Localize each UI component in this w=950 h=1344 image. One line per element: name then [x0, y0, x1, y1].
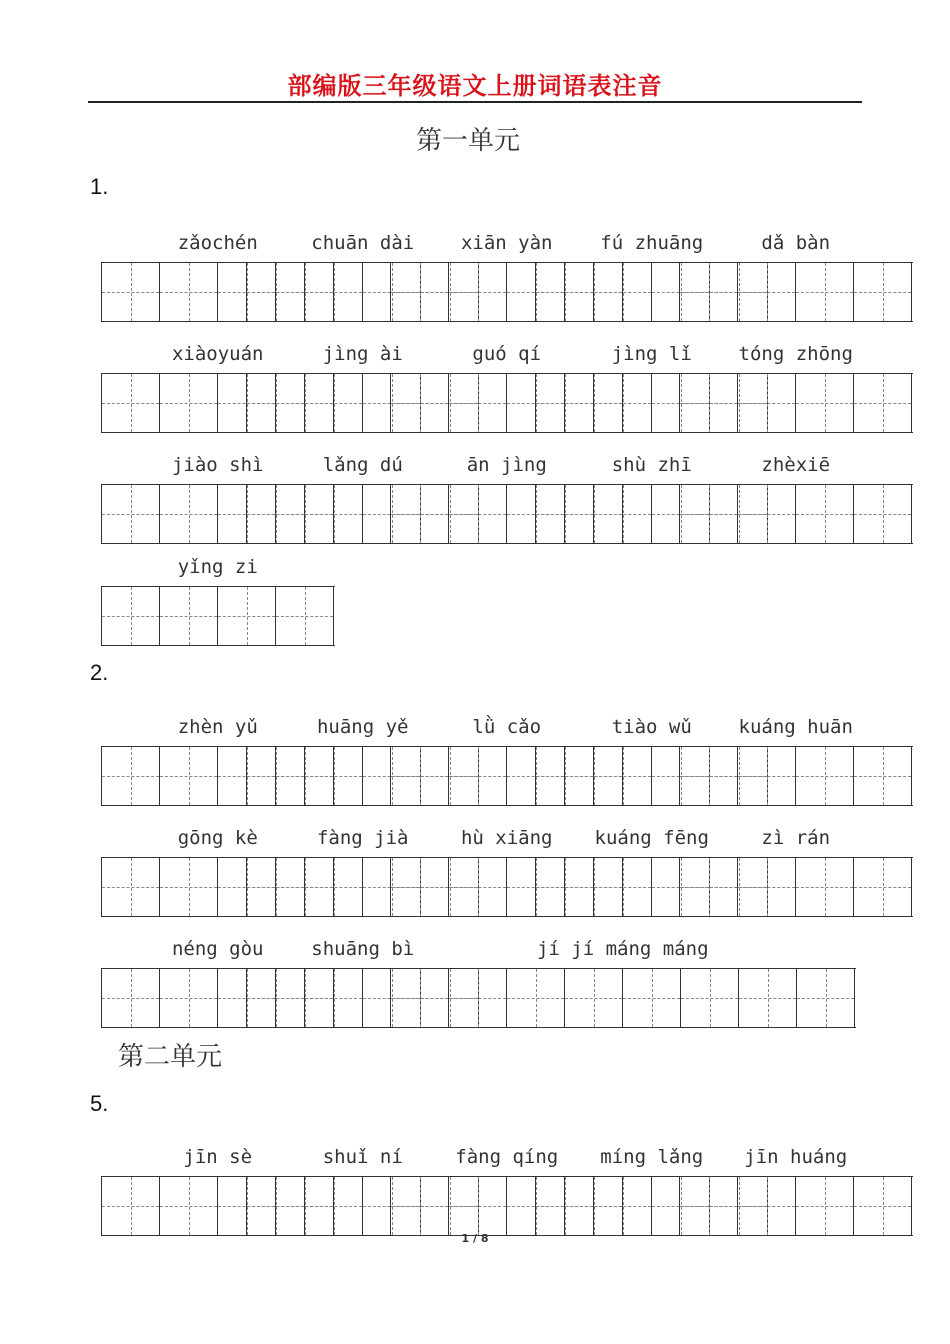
grid-cell [796, 747, 854, 805]
pinyin-label: jìng lǐ [611, 343, 692, 365]
grid-cell [738, 263, 796, 321]
grid-cell [160, 485, 218, 543]
grid-cell [796, 485, 854, 543]
section-number-1: 1. [90, 174, 109, 199]
grid-cell [391, 747, 449, 805]
grid-cell [102, 485, 160, 543]
grid-cell [738, 1177, 796, 1235]
grid-cell [681, 969, 739, 1027]
grid-cell [680, 747, 738, 805]
writing-grid[interactable] [679, 746, 913, 806]
grid-cell [854, 374, 912, 432]
pinyin-label: shuāng bì [311, 938, 415, 960]
grid-cell [391, 858, 449, 916]
pinyin-label: zǎochén [177, 232, 258, 254]
grid-cell [449, 485, 507, 543]
grid-cell [739, 969, 797, 1027]
grid-cell [680, 374, 738, 432]
grid-cell [536, 1177, 594, 1235]
grid-cell [449, 969, 507, 1027]
pinyin-label: huāng yě [316, 716, 409, 738]
word-item [679, 339, 913, 433]
grid-cell [391, 1177, 449, 1235]
grid-cell [305, 1177, 363, 1235]
grid-cell [680, 1177, 738, 1235]
pinyin-label: dǎ bàn [761, 232, 831, 254]
grid-cell [102, 263, 160, 321]
pinyin-label: jīn huáng [744, 1146, 848, 1168]
grid-cell [305, 747, 363, 805]
grid-cell [247, 858, 305, 916]
writing-grid[interactable] [679, 484, 913, 544]
pinyin-label: shù zhī [611, 454, 692, 476]
pinyin-label: kuáng huān [738, 716, 853, 738]
pinyin-label: míng lǎng [600, 1146, 704, 1168]
grid-cell [738, 858, 796, 916]
pinyin-label: zì rán [761, 827, 831, 849]
grid-cell [160, 969, 218, 1027]
writing-grid[interactable] [679, 373, 913, 433]
grid-cell [536, 485, 594, 543]
grid-cell [536, 374, 594, 432]
grid-cell [102, 1177, 160, 1235]
grid-cell [449, 747, 507, 805]
pinyin-label: zhèxiē [761, 454, 831, 476]
unit-title-1: 第一单元 [415, 126, 520, 156]
grid-cell [594, 858, 652, 916]
grid-cell [305, 263, 363, 321]
grid-cell [594, 374, 652, 432]
unit-title-2: 第二单元 [118, 1042, 223, 1072]
section-number-2: 2. [90, 660, 109, 685]
grid-cell [305, 969, 363, 1027]
grid-cell [218, 587, 276, 645]
pinyin-label: xiàoyuán [171, 343, 264, 365]
grid-cell [854, 1177, 912, 1235]
grid-cell [623, 969, 681, 1027]
writing-grid[interactable] [679, 1176, 913, 1236]
grid-cell [391, 969, 449, 1027]
grid-cell [391, 485, 449, 543]
grid-cell [797, 969, 855, 1027]
grid-cell [680, 485, 738, 543]
word-item [679, 228, 913, 322]
pinyin-label: guó qí [472, 343, 542, 365]
grid-cell [102, 858, 160, 916]
pinyin-label: fàng qíng [455, 1146, 559, 1168]
grid-cell [854, 747, 912, 805]
grid-cell [391, 374, 449, 432]
grid-cell [680, 858, 738, 916]
writing-grid[interactable] [679, 262, 913, 322]
section-number-5: 5. [90, 1091, 109, 1116]
grid-cell [536, 747, 594, 805]
grid-cell [565, 969, 623, 1027]
grid-cell [247, 969, 305, 1027]
grid-cell [594, 1177, 652, 1235]
grid-cell [160, 1177, 218, 1235]
pinyin-label: kuáng fēng [594, 827, 709, 849]
writing-grid[interactable] [101, 586, 335, 646]
pinyin-label: tiào wǔ [611, 716, 692, 738]
grid-cell [102, 969, 160, 1027]
pinyin-label: néng gòu [171, 938, 264, 960]
pinyin-label: hù xiāng [460, 827, 553, 849]
grid-cell [449, 374, 507, 432]
grid-cell [247, 747, 305, 805]
grid-cell [276, 587, 334, 645]
pinyin-label: fú zhuāng [600, 232, 704, 254]
grid-cell [102, 374, 160, 432]
header-divider [88, 101, 862, 103]
pinyin-label: tóng zhōng [738, 343, 853, 365]
grid-cell [247, 263, 305, 321]
pinyin-label: yǐng zi [177, 556, 258, 578]
grid-cell [160, 747, 218, 805]
pinyin-label: chuān dài [311, 232, 415, 254]
word-item [679, 712, 913, 806]
grid-cell [449, 1177, 507, 1235]
grid-cell [854, 263, 912, 321]
grid-cell [160, 587, 218, 645]
pinyin-label: gōng kè [177, 827, 258, 849]
grid-cell [738, 374, 796, 432]
grid-cell [449, 263, 507, 321]
pinyin-label: zhèn yǔ [177, 716, 258, 738]
pinyin-label: fàng jià [316, 827, 409, 849]
grid-cell [305, 485, 363, 543]
grid-cell [594, 747, 652, 805]
grid-cell [854, 485, 912, 543]
word-item [679, 450, 913, 544]
pinyin-label: xiān yàn [460, 232, 553, 254]
writing-grid[interactable] [390, 968, 856, 1028]
grid-cell [680, 263, 738, 321]
pinyin-label: lǜ cǎo [472, 716, 542, 738]
grid-cell [854, 858, 912, 916]
word-item [679, 1142, 913, 1236]
grid-cell [594, 263, 652, 321]
grid-cell [247, 485, 305, 543]
grid-cell [160, 263, 218, 321]
grid-cell [102, 747, 160, 805]
pinyin-label: lǎng dú [322, 454, 403, 476]
grid-cell [449, 858, 507, 916]
grid-cell [102, 587, 160, 645]
pinyin-label: jīn sè [183, 1146, 253, 1168]
grid-cell [305, 374, 363, 432]
grid-cell [738, 747, 796, 805]
word-item [390, 934, 856, 1028]
writing-grid[interactable] [679, 857, 913, 917]
grid-cell [536, 858, 594, 916]
grid-cell [391, 263, 449, 321]
pinyin-label: jiào shì [171, 454, 264, 476]
grid-cell [796, 263, 854, 321]
pinyin-label: jí jí máng máng [536, 938, 709, 960]
grid-cell [160, 374, 218, 432]
word-item [679, 823, 913, 917]
pinyin-label: shuǐ ní [322, 1146, 403, 1168]
grid-cell [247, 1177, 305, 1235]
grid-cell [796, 1177, 854, 1235]
document-title: 部编版三年级语文上册词语表注音 [287, 72, 663, 100]
grid-cell [160, 858, 218, 916]
word-item [101, 552, 335, 646]
pinyin-label: jìng ài [322, 343, 403, 365]
grid-cell [594, 485, 652, 543]
page-number: 1 / 8 [461, 1232, 489, 1245]
grid-cell [507, 969, 565, 1027]
grid-cell [305, 858, 363, 916]
grid-cell [796, 858, 854, 916]
grid-cell [247, 374, 305, 432]
grid-cell [536, 263, 594, 321]
grid-cell [738, 485, 796, 543]
grid-cell [796, 374, 854, 432]
pinyin-label: ān jìng [466, 454, 547, 476]
